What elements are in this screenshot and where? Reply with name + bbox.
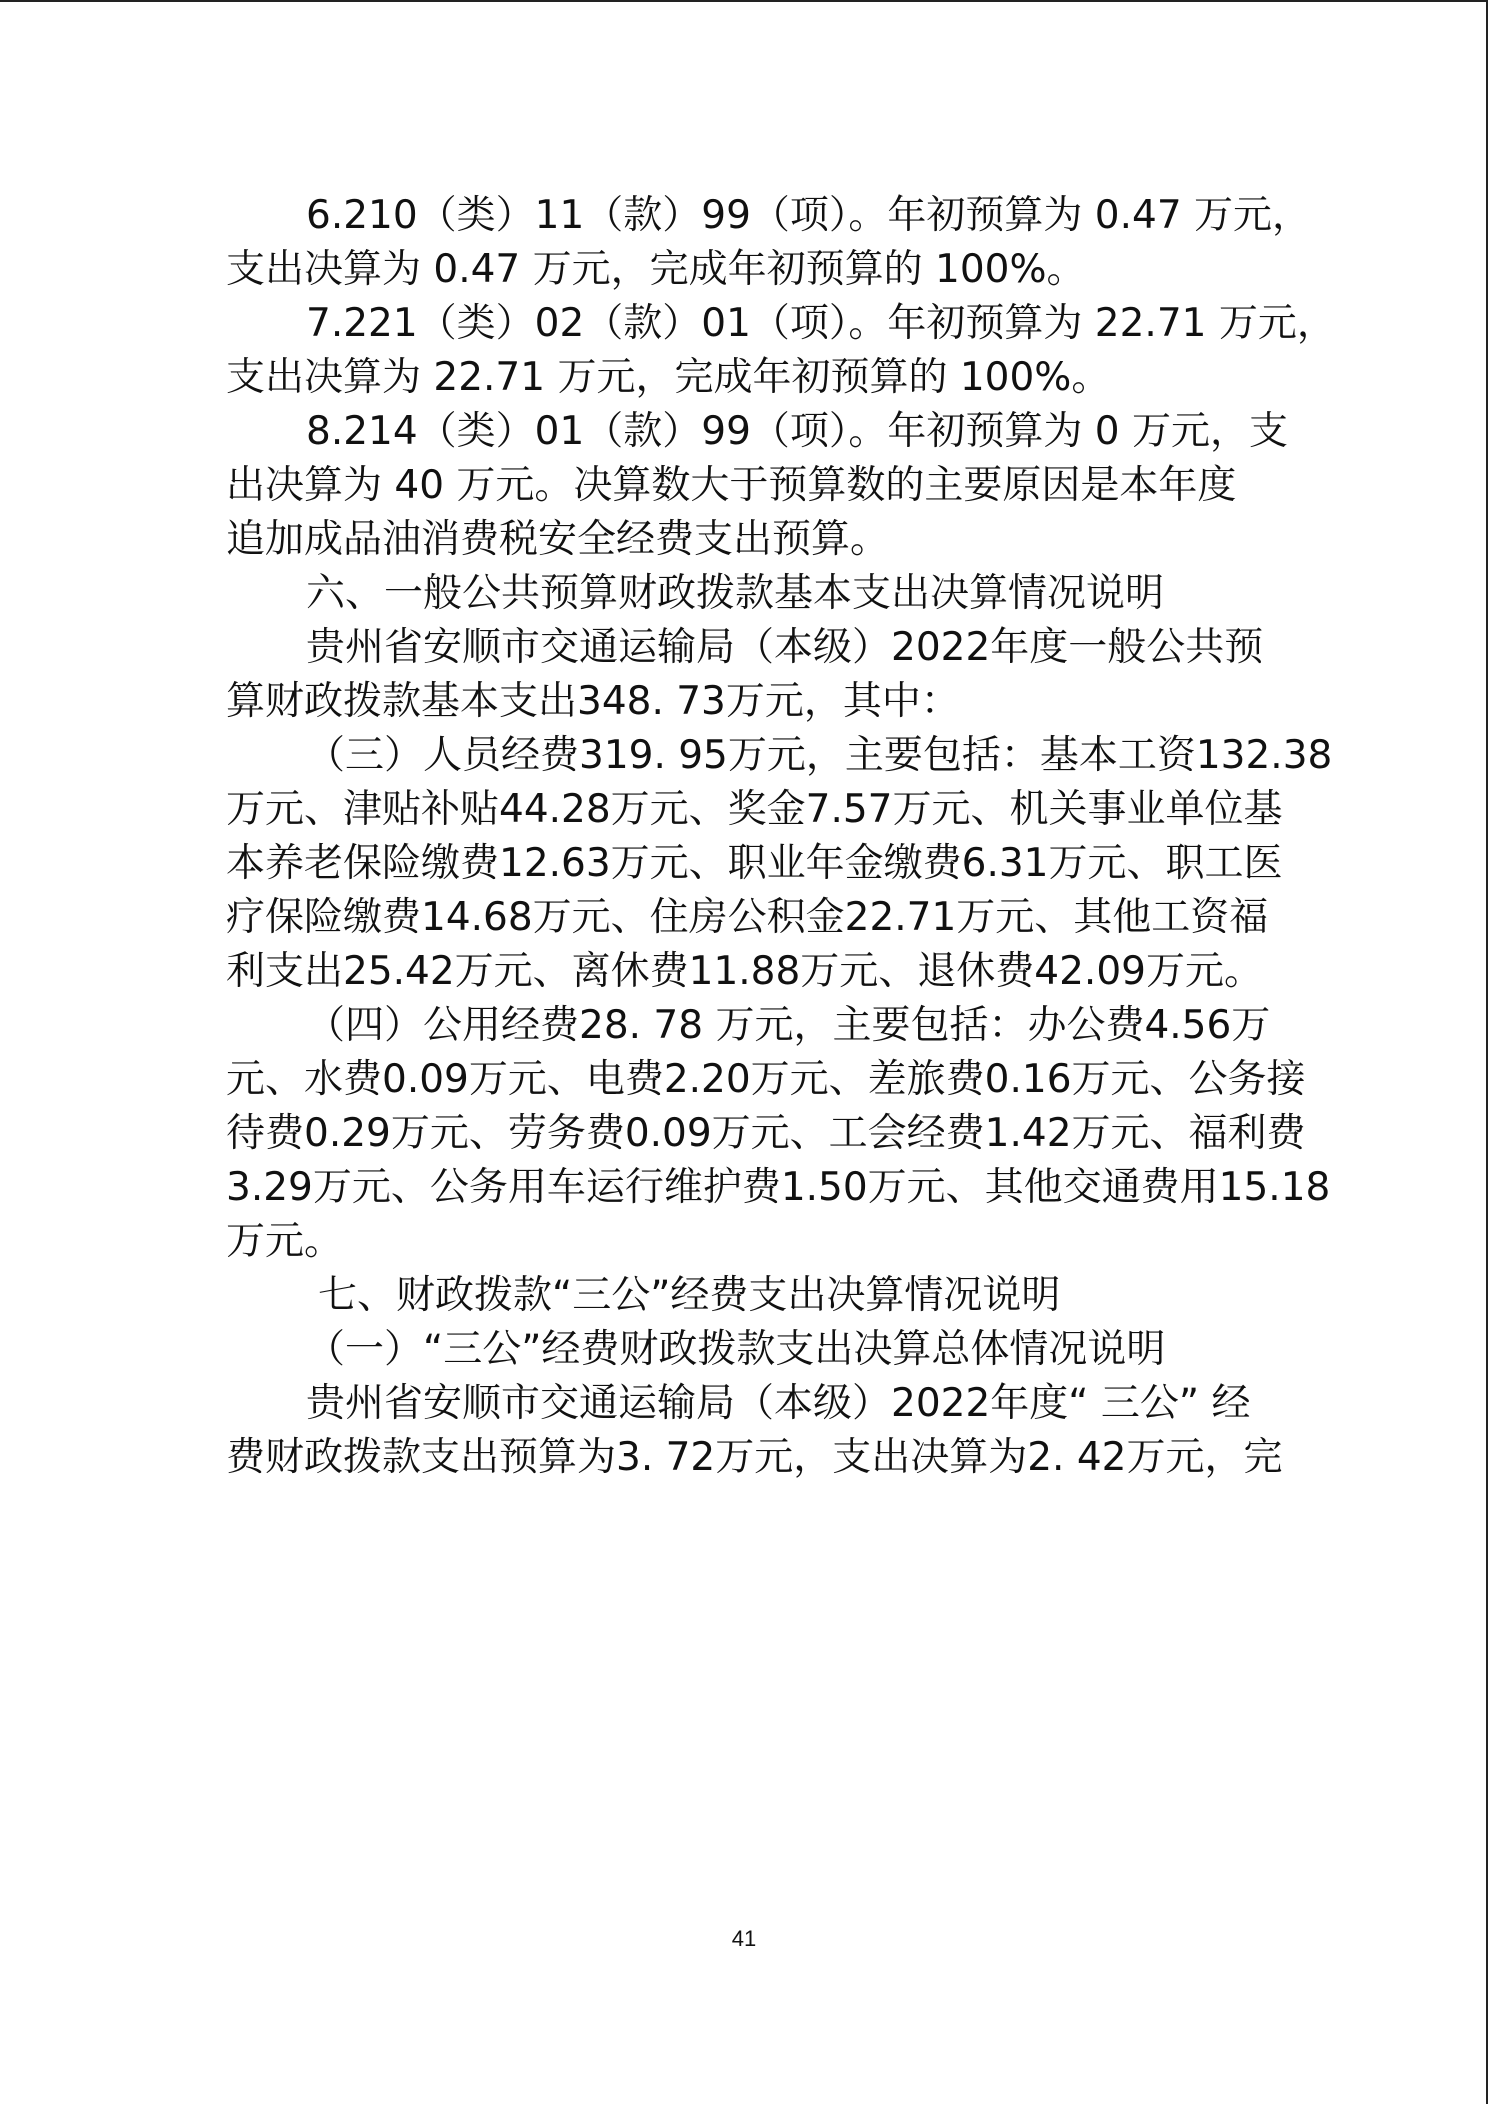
paragraph-line: 追加成品油消费税安全经费支出预算。 — [226, 517, 890, 562]
paragraph-line: （四）公用经费28. 78 万元，主要包括：办公费4.56万 — [306, 1003, 1271, 1048]
paragraph-line: （三）人员经费319. 95万元，主要包括：基本工资132.38 — [306, 733, 1333, 778]
subsection-heading: （一）“三公”经费财政拨款支出决算总体情况说明 — [306, 1327, 1166, 1372]
paragraph-line: 费财政拨款支出预算为3. 72万元，支出决算为2. 42万元，完 — [226, 1435, 1283, 1480]
paragraph-line: 元、水费0.09万元、电费2.20万元、差旅费0.16万元、公务接 — [226, 1057, 1306, 1102]
paragraph-line: 贵州省安顺市交通运输局（本级）2022年度一般公共预 — [306, 625, 1264, 670]
paragraph-line: 出决算为 40 万元。决算数大于预算数的主要原因是本年度 — [226, 463, 1237, 508]
paragraph-line: 7.221（类）02（款）01（项）。年初预算为 22.71 万元， — [306, 301, 1336, 346]
paragraph-line: 8.214（类）01（款）99（项）。年初预算为 0 万元，支 — [306, 409, 1289, 454]
paragraph-line: 6.210（类）11（款）99（项）。年初预算为 0.47 万元， — [306, 193, 1312, 238]
paragraph-line: 利支出25.42万元、离休费11.88万元、退休费42.09万元。 — [226, 949, 1263, 994]
section-heading: 六、一般公共预算财政拨款基本支出决算情况说明 — [306, 571, 1165, 616]
paragraph-line: 本养老保险缴费12.63万元、职业年金缴费6.31万元、职工医 — [226, 841, 1283, 886]
paragraph-line: 支出决算为 22.71 万元，完成年初预算的 100%。 — [226, 355, 1111, 400]
paragraph-line: 3.29万元、公务用车运行维护费1.50万元、其他交通费用15.18 — [226, 1165, 1331, 1210]
paragraph-line: 万元。 — [226, 1219, 344, 1264]
paragraph-line: 万元、津贴补贴44.28万元、奖金7.57万元、机关事业单位基 — [226, 787, 1283, 832]
page-number: 41 — [731, 1926, 757, 1951]
paragraph-line: 待费0.29万元、劳务费0.09万元、工会经费1.42万元、福利费 — [226, 1111, 1306, 1156]
paragraph-line: 支出决算为 0.47 万元，完成年初预算的 100%。 — [226, 247, 1086, 292]
section-heading: 七、财政拨款“三公”经费支出决算情况说明 — [318, 1273, 1061, 1318]
paragraph-line: 疗保险缴费14.68万元、住房公积金22.71万元、其他工资福 — [226, 895, 1269, 940]
paragraph-line: 贵州省安顺市交通运输局（本级）2022年度“ 三公” 经 — [306, 1381, 1251, 1426]
page-border-top — [0, 0, 1488, 2]
paragraph-line: 算财政拨款基本支出348. 73万元，其中： — [226, 679, 960, 724]
